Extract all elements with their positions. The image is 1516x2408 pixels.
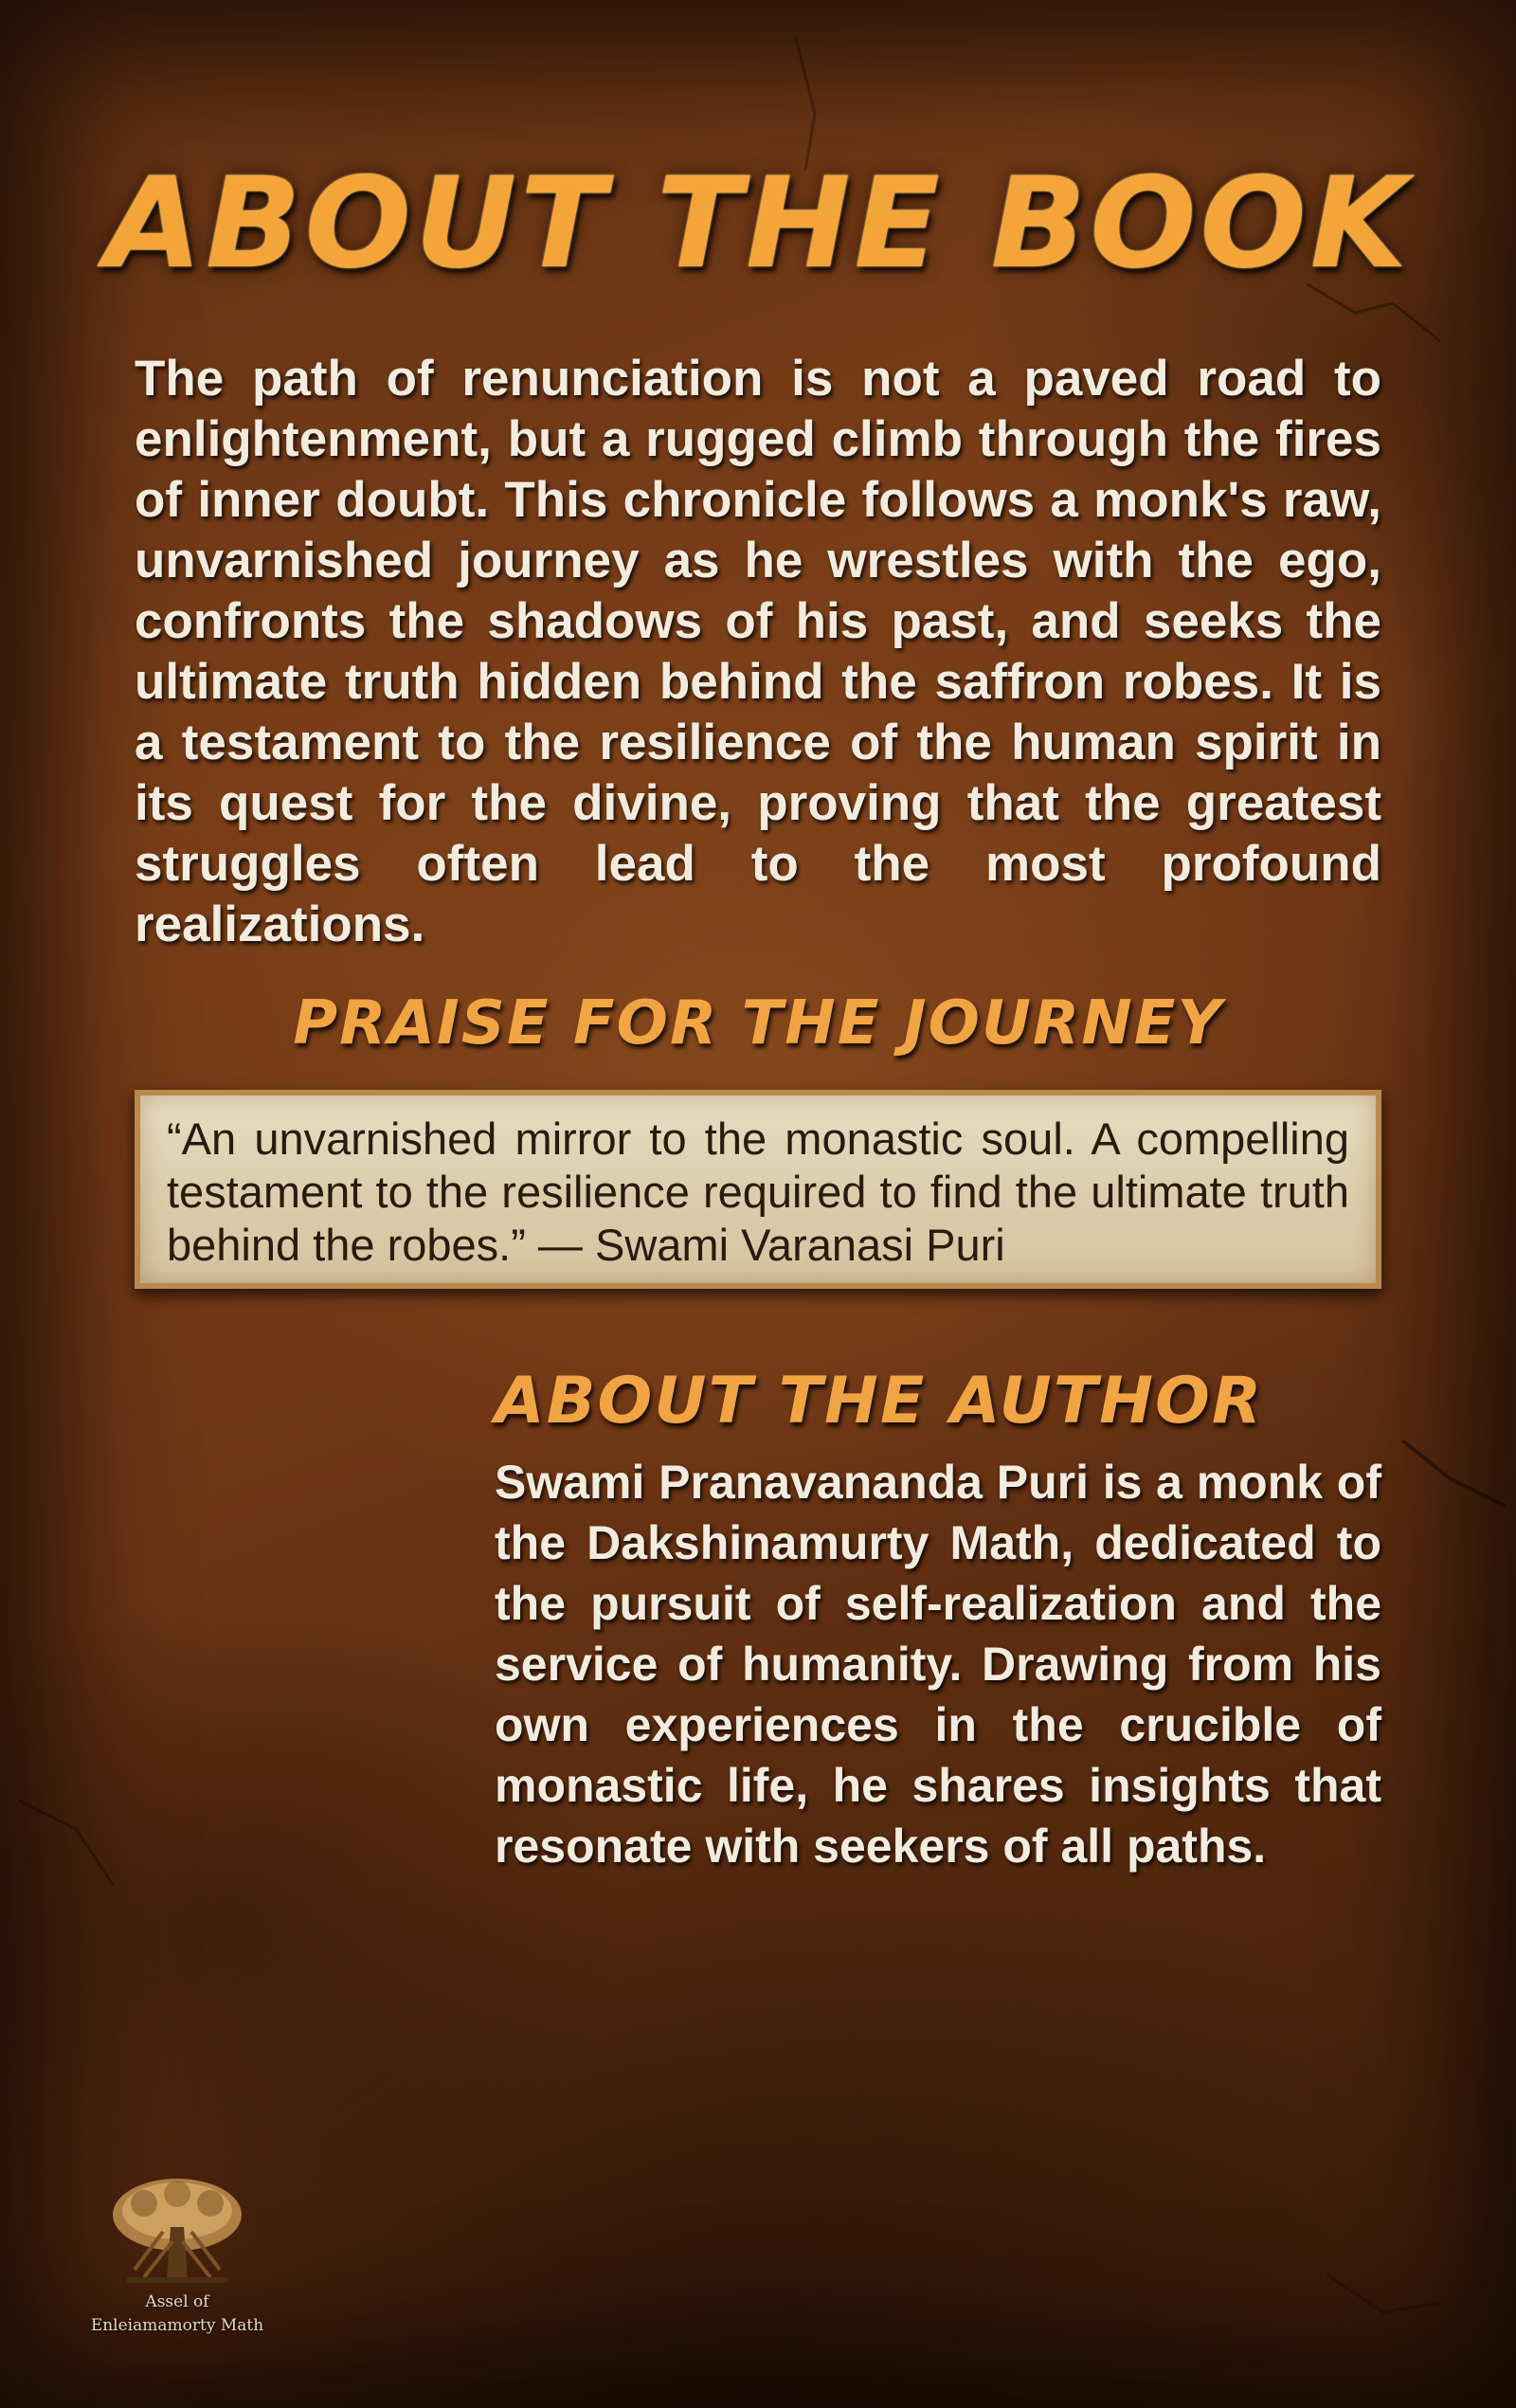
publisher-line2: Enleiamamorty Math	[90, 2316, 264, 2335]
publisher-line1: Assel of	[145, 2292, 209, 2311]
praise-heading: PRAISE FOR THE JOURNEY	[293, 988, 1223, 1059]
banyan-tree-icon	[106, 2175, 248, 2289]
publisher-logo	[78, 2175, 277, 2336]
about-book-heading: ABOUT THE BOOK	[104, 151, 1412, 297]
praise-quote-box	[135, 1090, 1381, 1289]
about-author-heading: ABOUT THE AUTHOR	[495, 1364, 1264, 1439]
about-author-text: Swami Pranavananda Puri is a monk of the Dakshinamurty Math, dedicated to the pursuit of self-realization and the service of humanity. Drawing from his own experiences in the crucible of monastic life, he shares insights that resonate with seekers of all paths.	[495, 1456, 1381, 1873]
about-book-text: The path of renunciation is not a paved road to enlightenment, but a rugged climb through the fires of inner doubt. This chronicle follows a monk's raw, unvarnished journey as he wrestles with the ego, confronts the shadows of his past, and seeks the ultimate truth hidden behind the saffron robes. It is a testament to the resilience of the human spirit in its quest for the divine, proving that the greatest struggles often lead to the most profound realizations.	[135, 351, 1381, 952]
praise-quote: “An unvarnished mirror to the monastic soul. A compelling testament to the resilience required to find the ultimate truth behind the robes.” — Swami Varanasi Puri	[167, 1113, 1349, 1270]
